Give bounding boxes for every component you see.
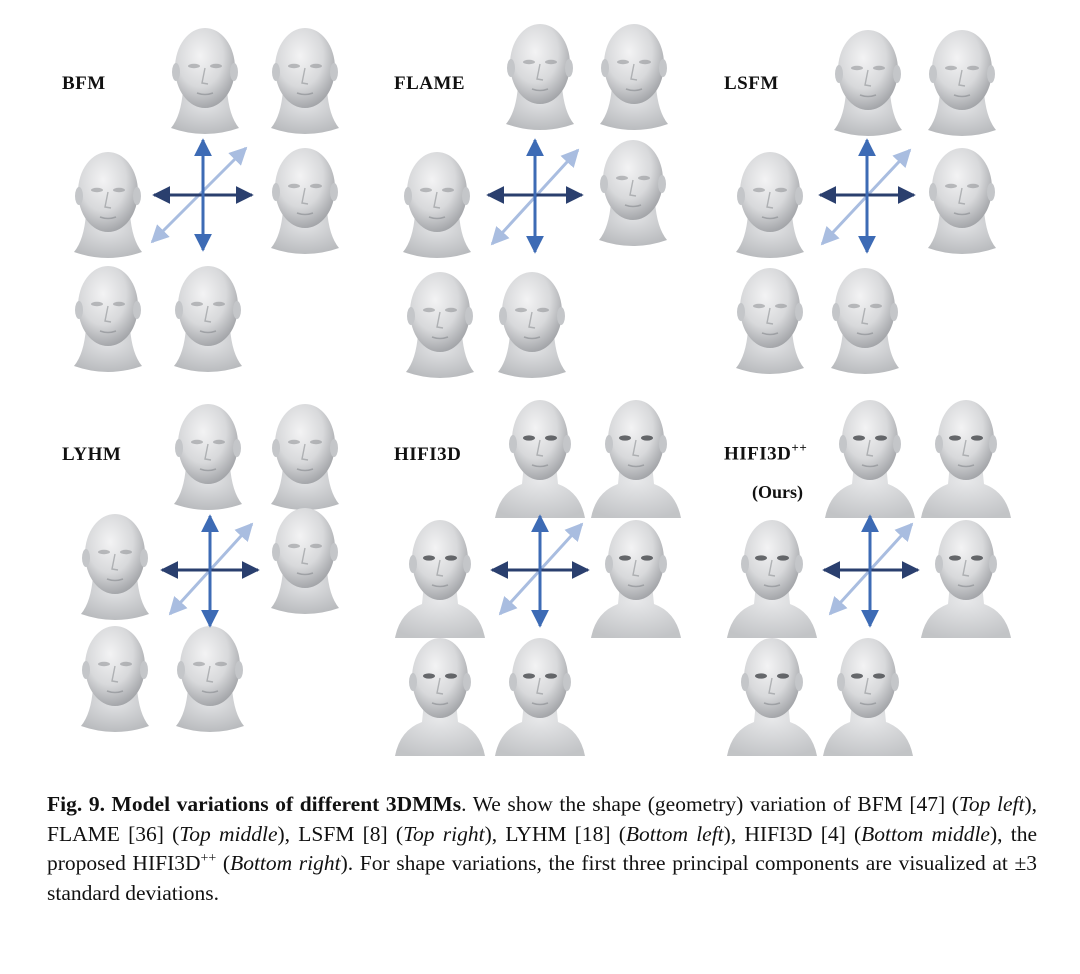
face-top-right — [928, 30, 996, 136]
face-top-left — [171, 28, 239, 134]
face-mid-left — [403, 152, 471, 258]
caption-text: ). For shape variations, the first three principal components are visualized at ±3 standard deviations. — [47, 851, 1038, 905]
face-top-left — [834, 30, 902, 136]
pca-arrows — [824, 516, 918, 626]
caption-italic: Top right — [403, 821, 485, 846]
face-top-left — [495, 400, 585, 518]
label-hifi3dpp-sup: ++ — [791, 440, 808, 455]
panel-bfm — [74, 28, 339, 372]
pca-arrows — [152, 140, 252, 250]
caption-fig-number: Fig. 9. — [47, 792, 105, 816]
face-bottom-left — [81, 626, 149, 732]
face-mid-right — [271, 148, 339, 254]
caption-italic: Bottom left — [625, 821, 724, 846]
face-mid-right — [271, 508, 339, 614]
caption-superscript: ++ — [200, 850, 217, 866]
pca-arrows — [488, 140, 582, 252]
caption-italic: Top left — [958, 792, 1025, 816]
label-hifi3d: HIFI3D — [394, 444, 462, 465]
face-top-left — [174, 404, 242, 510]
caption-text: ( — [216, 851, 231, 875]
face-bottom-right — [174, 266, 242, 372]
face-top-left — [506, 24, 574, 130]
face-mid-right — [921, 520, 1011, 638]
caption-text: . We show the shape (geometry) variation of BFM [47] ( — [461, 792, 959, 816]
face-mid-left — [74, 152, 142, 258]
caption-italic: Bottom middle — [861, 821, 990, 846]
label-hifi3dpp-text: HIFI3D — [724, 443, 792, 465]
face-top-right — [600, 24, 668, 130]
face-mid-left — [727, 520, 817, 638]
caption-italic: Top middle — [179, 821, 278, 846]
face-mid-left — [395, 520, 485, 638]
face-top-right — [271, 28, 339, 134]
face-mid-right — [928, 148, 996, 254]
label-flame: FLAME — [394, 73, 466, 94]
caption-text: ), HIFI3D [4] ( — [723, 821, 862, 846]
face-bottom-left — [406, 272, 474, 378]
face-bottom-left — [736, 268, 804, 374]
face-top-left — [825, 400, 915, 518]
face-mid-right — [591, 520, 681, 638]
caption-text: ), LYHM [18] ( — [484, 821, 626, 846]
face-bottom-right — [495, 638, 585, 756]
pca-arrows — [492, 516, 588, 626]
face-bottom-right — [831, 268, 899, 374]
label-lyhm: LYHM — [62, 444, 122, 465]
caption-text: ), FLAME [36] ( — [47, 792, 1037, 846]
caption-text: ), the proposed HIFI3D — [47, 821, 1037, 875]
caption-title: Model variations of different 3DMMs — [111, 792, 462, 816]
label-lsfm: LSFM — [724, 73, 779, 94]
caption-italic: Bottom right — [230, 851, 341, 875]
face-bottom-right — [498, 272, 566, 378]
face-bottom-right — [176, 626, 244, 732]
figure-caption — [47, 790, 1037, 908]
face-top-right — [271, 404, 339, 510]
face-top-right — [591, 400, 681, 518]
face-mid-left — [736, 152, 804, 258]
pca-arrows — [162, 516, 258, 626]
label-hifi3dpp — [724, 440, 807, 465]
face-bottom-left — [727, 638, 817, 756]
label-bfm: BFM — [62, 73, 106, 94]
pca-arrows — [820, 140, 914, 252]
face-mid-left — [81, 514, 149, 620]
face-bottom-left — [74, 266, 142, 372]
caption-text: ), LSFM [8] ( — [277, 821, 404, 846]
face-bottom-right — [823, 638, 913, 756]
face-bottom-left — [395, 638, 485, 756]
face-top-right — [921, 400, 1011, 518]
face-mid-right — [599, 140, 667, 246]
label-ours: (Ours) — [752, 482, 803, 502]
